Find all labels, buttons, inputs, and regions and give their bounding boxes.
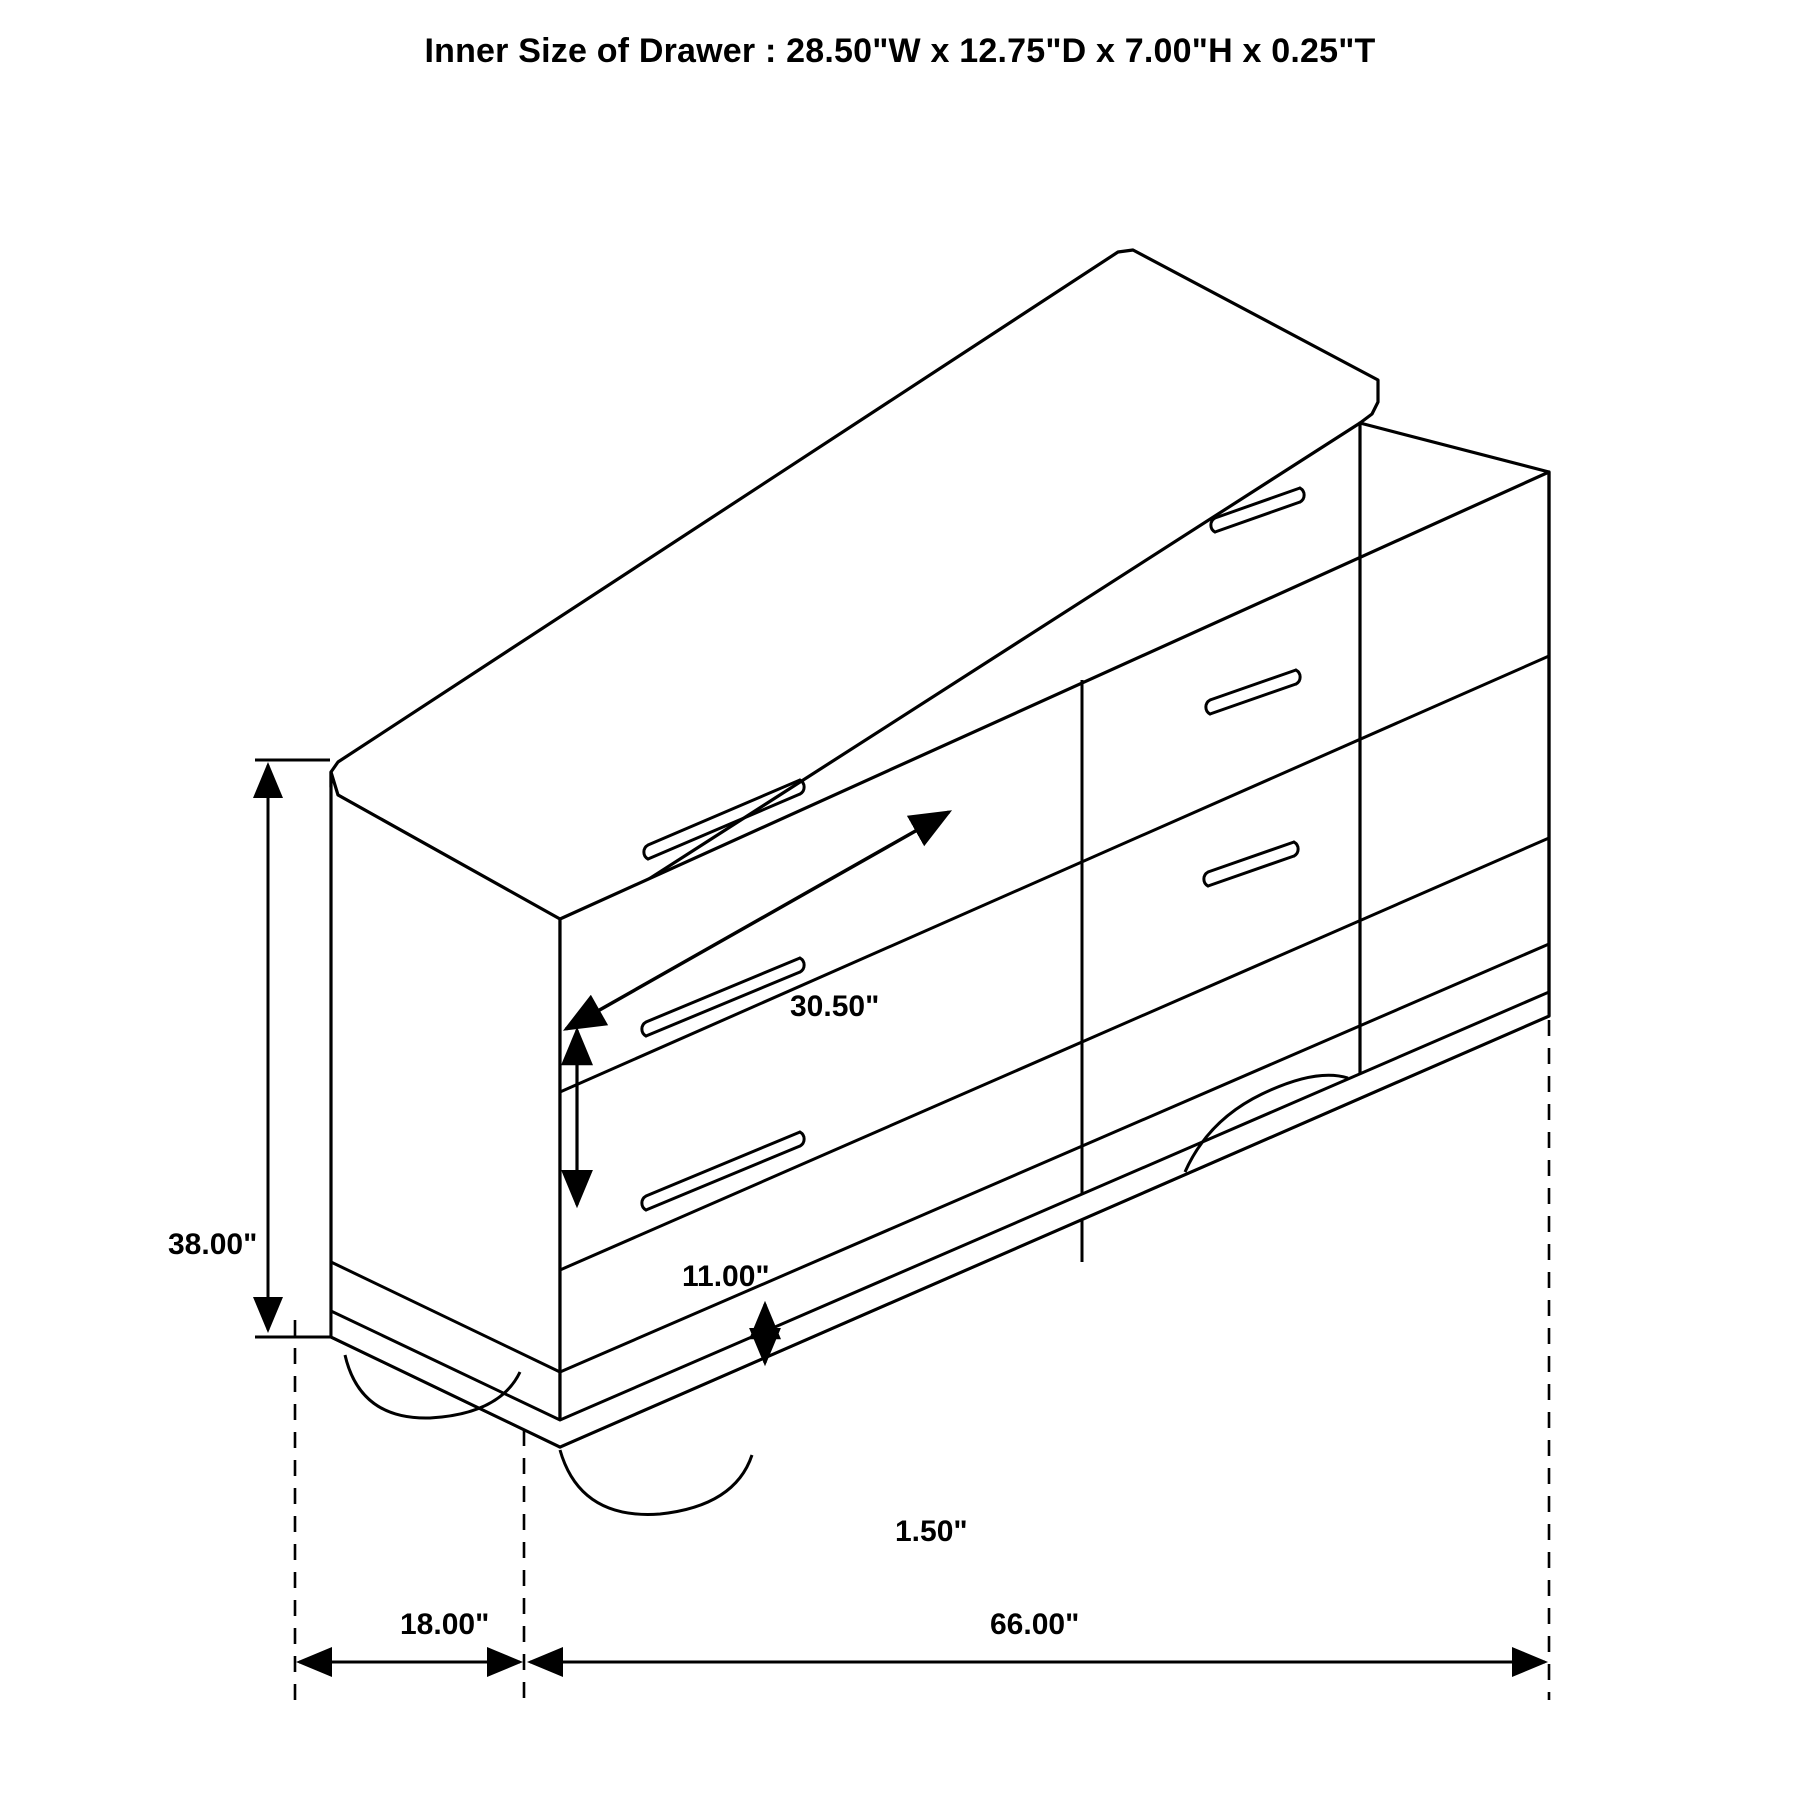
dimension-label-height: 38.00"	[168, 1228, 258, 1261]
dimension-height-38	[255, 760, 330, 1337]
dimension-label-drawer-height: 11.00"	[682, 1260, 770, 1293]
page-title: Inner Size of Drawer : 28.50"W x 12.75"D x 7.00"H x 0.25"T	[424, 32, 1376, 70]
dimension-label-width: 66.00"	[990, 1608, 1080, 1641]
dimension-label-depth: 18.00"	[400, 1608, 490, 1641]
dimension-label-drawer-width: 30.50"	[790, 990, 880, 1023]
foot-center	[560, 1450, 752, 1514]
dimension-label-base-height: 1.50"	[895, 1515, 968, 1548]
